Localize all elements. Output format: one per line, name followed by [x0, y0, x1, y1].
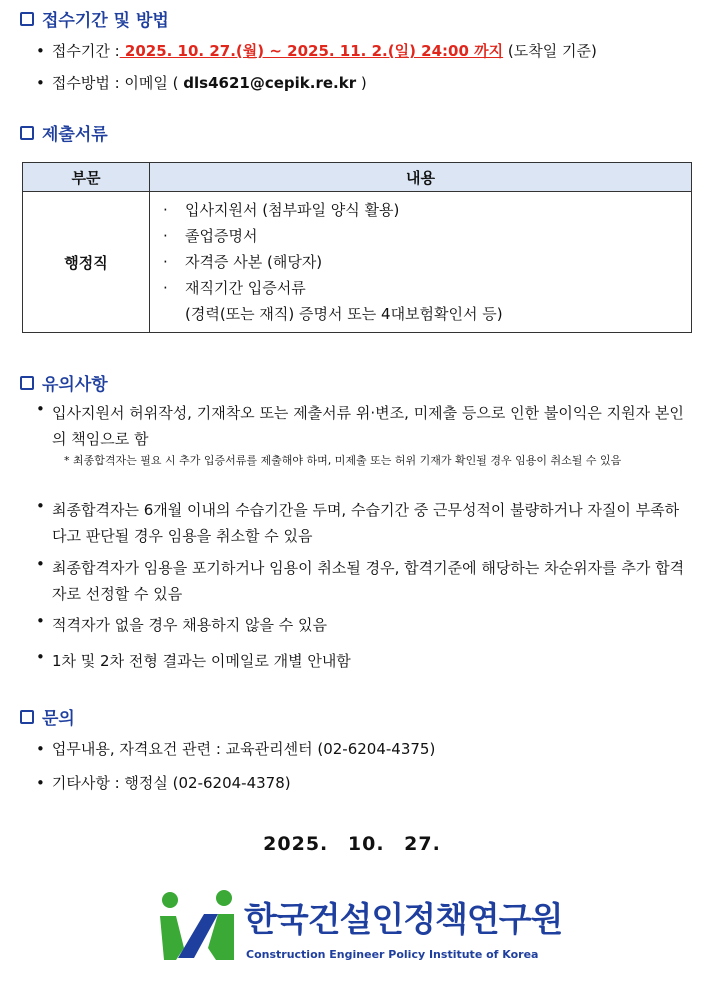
- document-item-text: 졸업증명서: [185, 227, 258, 245]
- section-title-documents: [20, 120, 108, 145]
- institute-logo-icon: [156, 888, 240, 968]
- documents-table-header: [23, 163, 692, 192]
- section-title-notes-text: 유의사항: [42, 375, 108, 395]
- bullet-dot-icon: ·: [163, 227, 168, 245]
- receipt-email[interactable]: dls4621@cepik.re.kr: [183, 74, 357, 92]
- bullet-dot-icon: •: [36, 497, 45, 515]
- bullet-dot-icon: •: [36, 612, 45, 630]
- bullet-dot-icon: •: [36, 42, 45, 60]
- checkbox-square-icon: [20, 376, 34, 390]
- contact-line: [36, 738, 435, 759]
- receipt-period-value: 2025. 10. 27.(월) ~ 2025. 11. 2.(일) 24:00 까지: [119, 42, 504, 60]
- bullet-dot-icon: •: [36, 74, 45, 92]
- receipt-method-label: 접수방법 : 이메일 (: [51, 74, 179, 92]
- bullet-dot-icon: •: [36, 555, 45, 573]
- checkbox-square-icon: [20, 12, 34, 26]
- document-list: [151, 193, 690, 331]
- section-title-documents-text: 제출서류: [42, 125, 108, 145]
- checkbox-square-icon: [20, 126, 34, 140]
- logo-name-ko: 한국건설인정책연구원: [244, 900, 563, 940]
- checkbox-square-icon: [20, 710, 34, 724]
- section-title-contact-text: 문의: [42, 709, 75, 729]
- institute-logo: [156, 888, 563, 968]
- document-item-text: 입사지원서 (첨부파일 양식 활용): [185, 201, 400, 219]
- bullet-dot-icon: ·: [163, 253, 168, 271]
- list-item: [163, 197, 690, 223]
- receipt-period-label: 접수기간 :: [51, 42, 120, 60]
- section-title-receipt: [20, 6, 169, 31]
- column-header-dept: 부문: [23, 163, 150, 192]
- receipt-period-suffix: (도착일 기준): [507, 42, 597, 60]
- document-item-note: (경력(또는 재직) 증명서 또는 4대보험확인서 등): [185, 305, 503, 323]
- list-item: [163, 275, 690, 301]
- section-title-contact: [20, 704, 75, 729]
- list-item: [163, 223, 690, 249]
- bullet-dot-icon: •: [36, 740, 45, 758]
- document-date: 2025. 10. 27.: [263, 833, 441, 855]
- bullet-dot-icon: ·: [163, 279, 168, 297]
- note-item: 입사지원서 허위작성, 기재착오 또는 제출서류 위·변조, 미제출 등으로 인한 불이익은 지원자 본인의 책임으로 함: [52, 404, 684, 448]
- bullet-dot-icon: •: [36, 648, 45, 666]
- note-footnote: * 최종합격자는 필요 시 추가 입증서류를 제출해야 하며, 미제출 또는 허위 기재가 확인될 경우 임용이 취소될 수 있음: [64, 454, 622, 467]
- column-header-content: 내용: [150, 163, 692, 192]
- bullet-dot-icon: •: [36, 400, 45, 418]
- receipt-method-close: ): [360, 74, 367, 92]
- note-item: 적격자가 없을 경우 채용하지 않을 수 있음: [52, 616, 327, 634]
- table-row: [23, 192, 692, 333]
- list-item: [163, 249, 690, 275]
- dept-cell: 행정직: [23, 192, 150, 333]
- note-item: 최종합격자가 임용을 포기하거나 임용이 취소될 경우, 합격기준에 해당하는 차순위자를 추가 합격자로 선정할 수 있음: [52, 559, 685, 603]
- logo-name-en: Construction Engineer Policy Institute of Korea: [246, 948, 539, 961]
- document-item-text: 재직기간 입증서류: [185, 279, 306, 297]
- document-item-text: 자격증 사본 (해당자): [185, 253, 323, 271]
- note-item: 1차 및 2차 전형 결과는 이메일로 개별 안내함: [52, 652, 351, 670]
- note-item: 최종합격자는 6개월 이내의 수습기간을 두며, 수습기간 중 근무성적이 불량하거나 자질이 부족하다고 판단될 경우 임용을 취소할 수 있음: [52, 501, 680, 545]
- bullet-dot-icon: •: [36, 774, 45, 792]
- contact-item: 기타사항 : 행정실 (02-6204-4378): [51, 774, 291, 792]
- section-title-notes: [20, 370, 108, 395]
- documents-table: [22, 162, 692, 333]
- section-title-receipt-text: 접수기간 및 방법: [42, 11, 169, 31]
- contact-item: 업무내용, 자격요건 관련 : 교육관리센터 (02-6204-4375): [51, 740, 436, 758]
- receipt-method-line: [36, 72, 367, 93]
- receipt-period-line: [36, 40, 597, 61]
- content-cell: [150, 192, 692, 333]
- contact-line: [36, 772, 291, 793]
- bullet-dot-icon: ·: [163, 201, 168, 219]
